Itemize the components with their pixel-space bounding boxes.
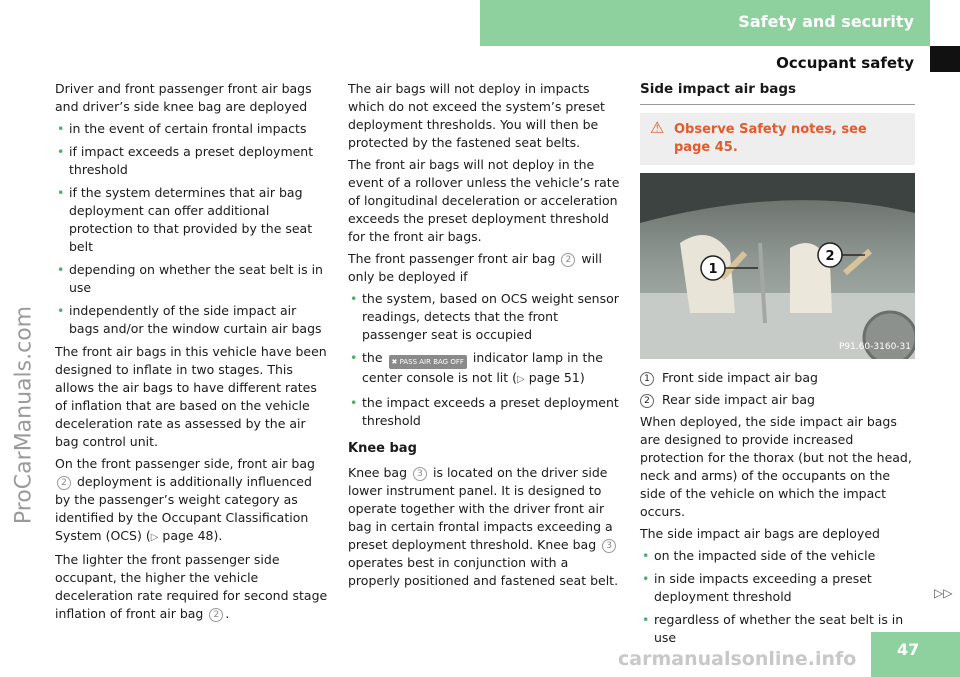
col1-intro: Driver and front passenger front air bags and driver’s side knee bag are deployed <box>55 81 312 114</box>
list-item-text: independently of the side impact air bags and/or the window curtain air bags <box>69 303 322 336</box>
callout-number: 2 <box>209 608 223 622</box>
list-item <box>55 120 330 138</box>
col2-paragraph <box>348 464 624 590</box>
legend-item <box>640 369 915 387</box>
text-run: The front passenger front air bag <box>348 251 556 266</box>
list-item-text: regardless of whether the seat belt is in use <box>654 612 904 645</box>
list-item-text: in side impacts exceeding a preset deployment threshold <box>654 571 872 604</box>
page-number: 47 <box>897 640 920 659</box>
list-item <box>640 547 915 565</box>
list-item-text: on the impacted side of the vehicle <box>654 548 876 563</box>
col3-paragraph: When deployed, the side impact air bags are designed to provide increased protection for the thorax (but not the head, neck and arms) of the occupants on the side of the vehicle on which the impact occurs. <box>640 414 912 519</box>
text-run: The lighter the front passenger side occupant, the higher the vehicle deceleration rate required for second stage inflation of front air bag <box>55 552 328 621</box>
header-tab-marker <box>930 46 960 72</box>
col2-paragraph: The air bags will not deploy in impacts which do not exceed the system’s preset deployment thresholds. You will then be protected by the fastened seat belts. <box>348 81 605 150</box>
side-watermark-text: ProCarManuals.com <box>11 305 37 525</box>
list-item-text: if the system determines that air bag deployment can offer additional protection to that provided by the seat belt <box>69 185 313 254</box>
callout-number: 3 <box>413 467 427 481</box>
text-run: operates best in conjunction with a properly positioned and fastened seat belt. <box>348 555 619 588</box>
col2-paragraph: The front air bags will not deploy in the event of a rollover unless the vehicle’s rate of longitudinal deceleration or acceleration exceeds the preset deployment threshold for the front air bags. <box>348 157 620 244</box>
bullet-icon: • <box>57 303 65 318</box>
callout-1-number: 1 <box>708 262 718 277</box>
list-item <box>55 302 330 338</box>
airbag-off-lamp-icon: ✖ PASS AIR BAG OFF <box>389 355 467 369</box>
legend-text: Front side impact air bag <box>662 370 818 385</box>
warning-line: Observe Safety notes, see <box>674 122 867 137</box>
legend-number: 1 <box>640 372 654 386</box>
bullet-icon: • <box>57 144 65 159</box>
side-watermark <box>4 200 44 630</box>
bottom-watermark: carmanualsonline.info <box>618 648 857 670</box>
page-number-box <box>871 632 960 677</box>
col1-paragraph: The front air bags in this vehicle have been designed to inflate in two stages. This allows the air bags to have different rates of inflation that are based on the vehicle deceleration rate as assessed by the air bag control unit. <box>55 344 327 449</box>
lamp-label: PASS AIR BAG OFF <box>399 358 464 366</box>
list-item <box>55 143 330 179</box>
column-1 <box>55 80 330 627</box>
legend-item <box>640 391 915 409</box>
roof-liner <box>640 173 915 223</box>
list-item-text: if impact exceeds a preset deployment threshold <box>69 144 314 177</box>
text-run: will only be deployed if <box>348 251 603 284</box>
page-ref-link[interactable]: page 48). <box>162 528 223 543</box>
col1-paragraph <box>55 455 330 547</box>
callout-number: 2 <box>561 253 575 267</box>
bullet-icon: • <box>57 185 65 200</box>
subsection-title: Occupant safety <box>776 54 914 72</box>
bullet-icon: • <box>57 262 65 277</box>
bullet-icon: • <box>642 571 650 586</box>
text-run: the <box>362 350 383 365</box>
bullet-icon: • <box>350 395 358 410</box>
callout-number: 3 <box>602 539 616 553</box>
page-ref-icon: ▷ <box>517 374 525 385</box>
text-run: . <box>225 606 230 621</box>
vehicle-interior-photo <box>640 173 915 359</box>
list-item <box>55 261 330 297</box>
section-title: Safety and security <box>738 12 914 31</box>
list-item-text: depending on whether the seat belt is in use <box>69 262 323 295</box>
continued-arrow-icon: ▷▷ <box>934 586 953 600</box>
list-item <box>348 394 624 430</box>
section-header-bar <box>480 0 930 46</box>
bullet-icon: • <box>57 121 65 136</box>
list-item-text: in the event of certain frontal impacts <box>69 121 307 136</box>
text-run: is located on the driver side lower instrument panel. It is designed to operate together with the driver front air bag in certain frontal impacts exceeding a preset deployment threshold. Knee bag <box>348 465 613 552</box>
col3-paragraph: The side impact air bags are deployed <box>640 526 880 541</box>
interior-illustration <box>640 173 915 359</box>
text-run: On the front passenger side, front air bag <box>55 456 315 471</box>
text-run: indicator lamp in the center console is not lit ( <box>362 350 603 385</box>
legend-text: Rear side impact air bag <box>662 392 815 407</box>
list-item <box>348 290 624 344</box>
column-2 <box>348 80 624 594</box>
list-item-text: the impact exceeds a preset deployment threshold <box>362 395 619 428</box>
text-run: Knee bag <box>348 465 408 480</box>
text-run: deployment is additionally influenced by the passenger’s weight category as identified by the Occupant Classification System (OCS) ( <box>55 474 312 543</box>
warning-box <box>640 113 915 165</box>
list-item <box>55 184 330 256</box>
warning-page-link[interactable]: page 45. <box>674 140 738 155</box>
bullet-icon: • <box>350 350 358 365</box>
bullet-icon: • <box>642 612 650 627</box>
list-item-text: the system, based on OCS weight sensor readings, detects that the front passenger seat is occupied <box>362 291 619 342</box>
warning-triangle-icon: ⚠ <box>650 118 665 137</box>
col2-paragraph <box>348 250 624 286</box>
side-airbags-heading: Side impact air bags <box>640 80 915 105</box>
figure-id: P91.60-3160-31 <box>838 342 911 352</box>
rear-side-airbag <box>845 251 870 273</box>
legend-number: 2 <box>640 394 654 408</box>
bullet-icon: • <box>350 291 358 306</box>
knee-bag-heading: Knee bag <box>348 441 417 456</box>
page-ref-link[interactable]: page 51) <box>528 370 585 385</box>
column-3 <box>640 80 915 652</box>
bullet-icon: • <box>642 548 650 563</box>
list-item <box>348 349 624 389</box>
callout-2-number: 2 <box>825 249 835 264</box>
list-item <box>640 570 915 606</box>
callout-number: 2 <box>57 476 71 490</box>
col1-paragraph <box>55 551 330 623</box>
page-ref-icon: ▷ <box>150 532 159 543</box>
